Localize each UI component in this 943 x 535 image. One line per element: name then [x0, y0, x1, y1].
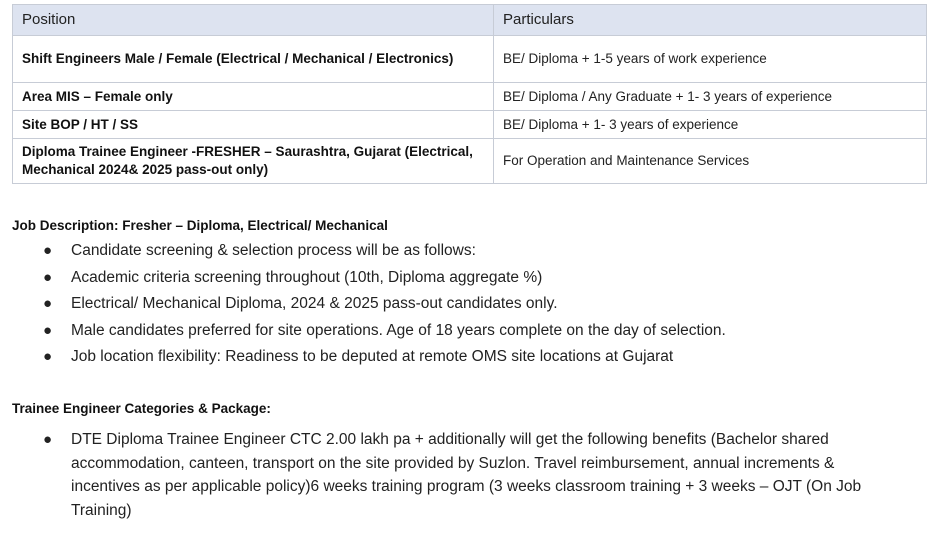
position-cell: Shift Engineers Male / Female (Electrical / Mechanical / Electronics): [13, 36, 494, 83]
particulars-cell: For Operation and Maintenance Services: [494, 139, 927, 184]
positions-table: [12, 4, 927, 184]
table-row: [13, 139, 927, 184]
table-header-row: [13, 5, 927, 36]
list-item-text: Academic criteria screening throughout (10th, Diploma aggregate %): [71, 268, 543, 286]
package-title: Trainee Engineer Categories & Package:: [12, 401, 271, 416]
bullet-icon: ●: [43, 268, 53, 286]
position-cell: Site BOP / HT / SS: [13, 111, 494, 139]
job-description-title: Job Description: Fresher – Diploma, Electrical/ Mechanical: [12, 218, 388, 233]
list-item: [43, 428, 901, 522]
list-item-text: Electrical/ Mechanical Diploma, 2024 & 2025 pass-out candidates only.: [71, 295, 558, 312]
bullet-icon: ●: [43, 321, 53, 339]
header-position: Position: [13, 5, 494, 36]
list-item-text: DTE Diploma Trainee Engineer CTC 2.00 lakh pa + additionally will get the following benefits (Bachelor shared accommodation, canteen, transport on the site provided by Suzlon. Travel reimbursement, annual increments & incentives as per applicable policy)6 weeks training program (3 weeks classroom training + 3 weeks – OJT (On Job Training): [71, 431, 862, 519]
bullet-icon: ●: [43, 242, 53, 259]
table-row: [13, 36, 927, 83]
header-particulars: Particulars: [494, 5, 927, 36]
position-cell: Area MIS – Female only: [13, 83, 494, 111]
bullet-icon: ●: [43, 348, 53, 365]
list-item: [43, 265, 726, 292]
list-item: [43, 238, 726, 265]
position-cell: Diploma Trainee Engineer -FRESHER – Saurashtra, Gujarat (Electrical, Mechanical 2024& 2025 pass-out only): [13, 139, 494, 184]
list-item: [43, 291, 726, 318]
package-list: [43, 428, 901, 522]
table-row: [13, 111, 927, 139]
particulars-cell: BE/ Diploma + 1-5 years of work experience: [494, 36, 927, 83]
particulars-cell: BE/ Diploma / Any Graduate + 1- 3 years of experience: [494, 83, 927, 111]
bullet-icon: ●: [43, 431, 53, 448]
list-item: [43, 344, 726, 371]
list-item: [43, 318, 726, 345]
list-item-text: Candidate screening & selection process will be as follows:: [71, 242, 476, 259]
job-description-list: [43, 238, 726, 371]
list-item-text: Male candidates preferred for site operations. Age of 18 years complete on the day of selection.: [71, 321, 726, 339]
bullet-icon: ●: [43, 295, 53, 312]
table-row: [13, 83, 927, 111]
list-item-text: Job location flexibility: Readiness to be deputed at remote OMS site locations at Gujarat: [71, 348, 674, 365]
particulars-cell: BE/ Diploma + 1- 3 years of experience: [494, 111, 927, 139]
